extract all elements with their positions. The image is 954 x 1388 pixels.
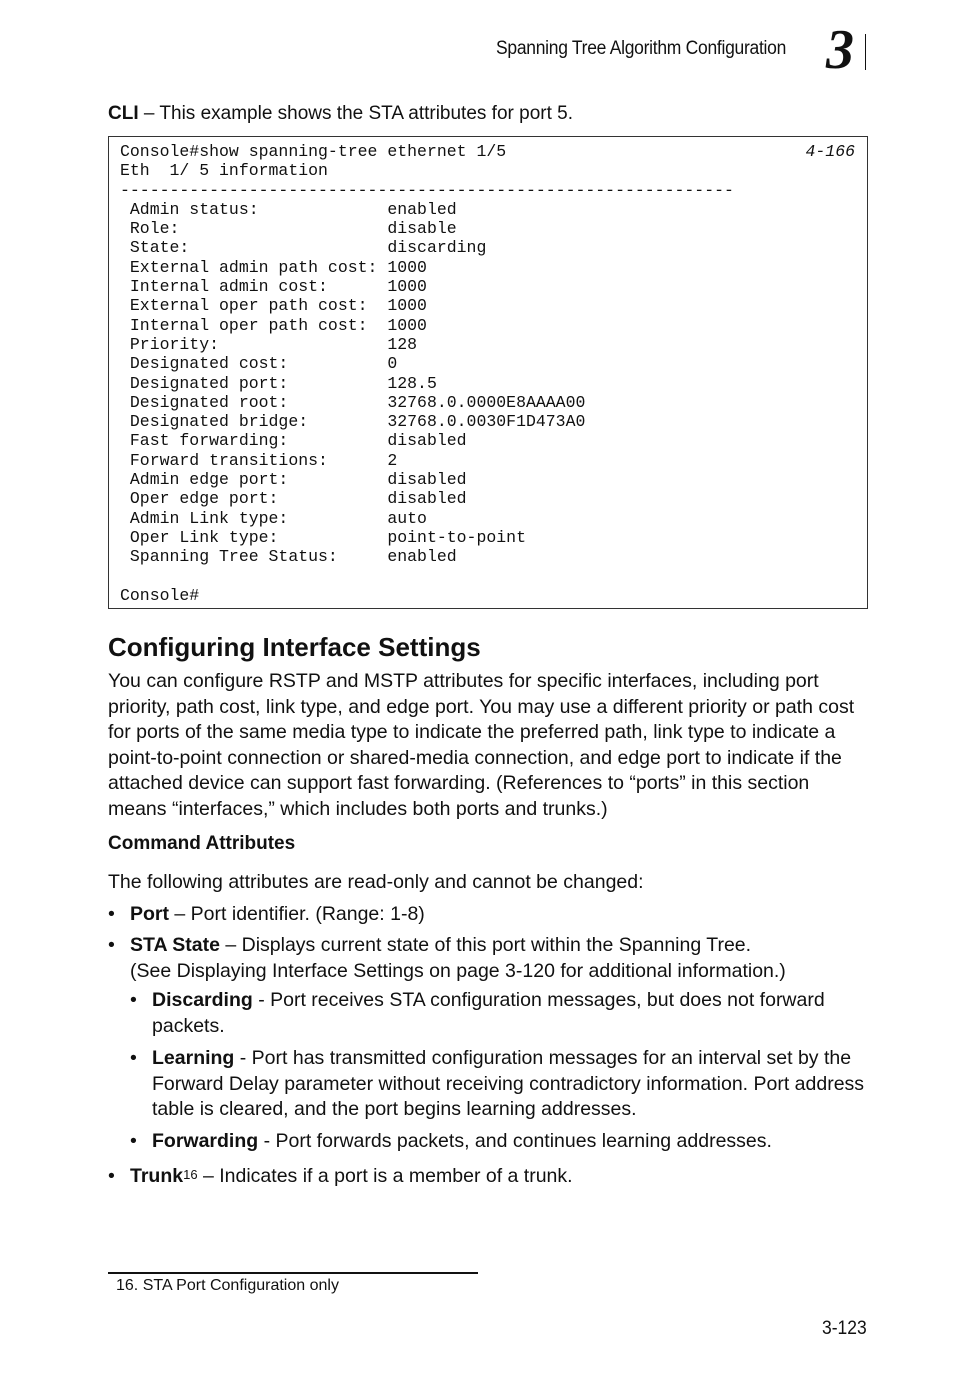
- bullet-term: Learning: [152, 1047, 235, 1069]
- console-line: Admin Link type: auto: [120, 508, 427, 528]
- bullet-term: Forwarding: [152, 1130, 259, 1152]
- console-line: Admin status: enabled: [120, 199, 457, 219]
- console-line: Designated cost: 0: [120, 354, 398, 374]
- bullet-text: - Port has transmitted configuration messages for an interval set by the Forward Delay parameter without receiving contradictory information. Port address table is cleared, and the port begins learning addresses.: [152, 1047, 865, 1120]
- bullet-marker: •: [130, 1130, 137, 1152]
- cli-label: CLI: [108, 103, 139, 124]
- bullet-sta-state: [108, 933, 868, 984]
- console-reference: 4-166: [805, 142, 855, 161]
- bullet-term: Port: [130, 903, 169, 925]
- bullet-discarding: [130, 988, 868, 1039]
- console-line: External admin path cost: 1000: [120, 257, 427, 277]
- bullet-trunk: [108, 1164, 868, 1190]
- console-line: Spanning Tree Status: enabled: [120, 547, 457, 567]
- console-line: Oper edge port: disabled: [120, 489, 467, 509]
- bullet-marker: •: [130, 989, 137, 1011]
- console-line: Internal oper path cost: 1000: [120, 315, 427, 335]
- console-line: Priority: 128: [120, 334, 418, 354]
- bullet-text-continued: (See Displaying Interface Settings on page 3-120 for additional information.): [130, 959, 786, 982]
- cli-intro: [108, 103, 573, 125]
- console-line: Console#show spanning-tree ethernet 1/5: [120, 142, 507, 161]
- console-line: Designated bridge: 32768.0.0030F1D473A0: [120, 412, 586, 432]
- console-line: Console#: [120, 585, 200, 605]
- bullet-marker: •: [108, 1165, 115, 1187]
- bullet-term: STA State: [130, 934, 220, 956]
- chapter-divider: [865, 34, 866, 70]
- footnote-ref[interactable]: 16: [183, 1167, 198, 1182]
- bullet-text: - Port receives STA configuration messages, but does not forward packets.: [152, 989, 825, 1037]
- console-output: [120, 142, 734, 605]
- console-line: Eth 1/ 5 information: [120, 161, 328, 181]
- console-line: Admin edge port: disabled: [120, 470, 467, 490]
- bullet-text: – Port identifier. (Range: 1-8): [169, 903, 425, 925]
- console-line: Forward transitions: 2: [120, 450, 398, 470]
- bullet-text: - Port forwards packets, and continues learning addresses.: [258, 1130, 772, 1152]
- console-line: State: discarding: [120, 238, 487, 258]
- console-line: Internal admin cost: 1000: [120, 277, 427, 297]
- bullet-text: – Indicates if a port is a member of a trunk.: [197, 1165, 573, 1187]
- bullet-term: Trunk: [130, 1165, 184, 1187]
- bullet-marker: •: [108, 903, 115, 925]
- console-line: Oper Link type: point-to-point: [120, 527, 526, 547]
- footnote-divider: [108, 1272, 478, 1274]
- readonly-note: The following attributes are read-only and cannot be changed:: [108, 871, 644, 893]
- page-number: 3-123: [822, 1318, 867, 1339]
- footnote-text: 16. STA Port Configuration only: [116, 1277, 339, 1294]
- bullet-text: – Displays current state of this port within the Spanning Tree.: [219, 934, 752, 956]
- bullet-learning: [130, 1046, 868, 1123]
- console-line: Role: disable: [120, 219, 457, 239]
- console-line: External oper path cost: 1000: [120, 296, 427, 316]
- console-line: --------------------------------------------------------------: [120, 180, 734, 200]
- bullet-marker: •: [130, 1047, 137, 1069]
- console-line: Designated root: 32768.0.0000E8AAAA00: [120, 392, 586, 412]
- section-title: Configuring Interface Settings: [108, 632, 481, 662]
- header-title: Spanning Tree Algorithm Configuration: [496, 38, 787, 59]
- chapter-number: 3: [826, 19, 854, 81]
- bullet-marker: •: [108, 934, 115, 956]
- bullet-term: Discarding: [152, 989, 253, 1011]
- console-line: Designated port: 128.5: [120, 373, 437, 393]
- section-intro: You can configure RSTP and MSTP attributes for specific interfaces, including port priority, path cost, link type, and edge port. You may use a different priority or path cost for ports of the same media type to indicate the preferred path, link type to indicate a point-to-point connection or shared-media connection, and edge port to indicate if the attached device can support fast forwarding. (References to “ports” in this section means “interfaces,” which includes both ports and trunks.): [108, 670, 855, 820]
- cli-intro-text: – This example shows the STA attributes for port 5.: [138, 103, 574, 124]
- bullet-forwarding: [130, 1129, 868, 1155]
- bullet-port: [108, 902, 868, 928]
- console-output-box: [108, 136, 868, 609]
- console-line: Fast forwarding: disabled: [120, 431, 467, 451]
- command-attributes-heading: Command Attributes: [108, 833, 296, 854]
